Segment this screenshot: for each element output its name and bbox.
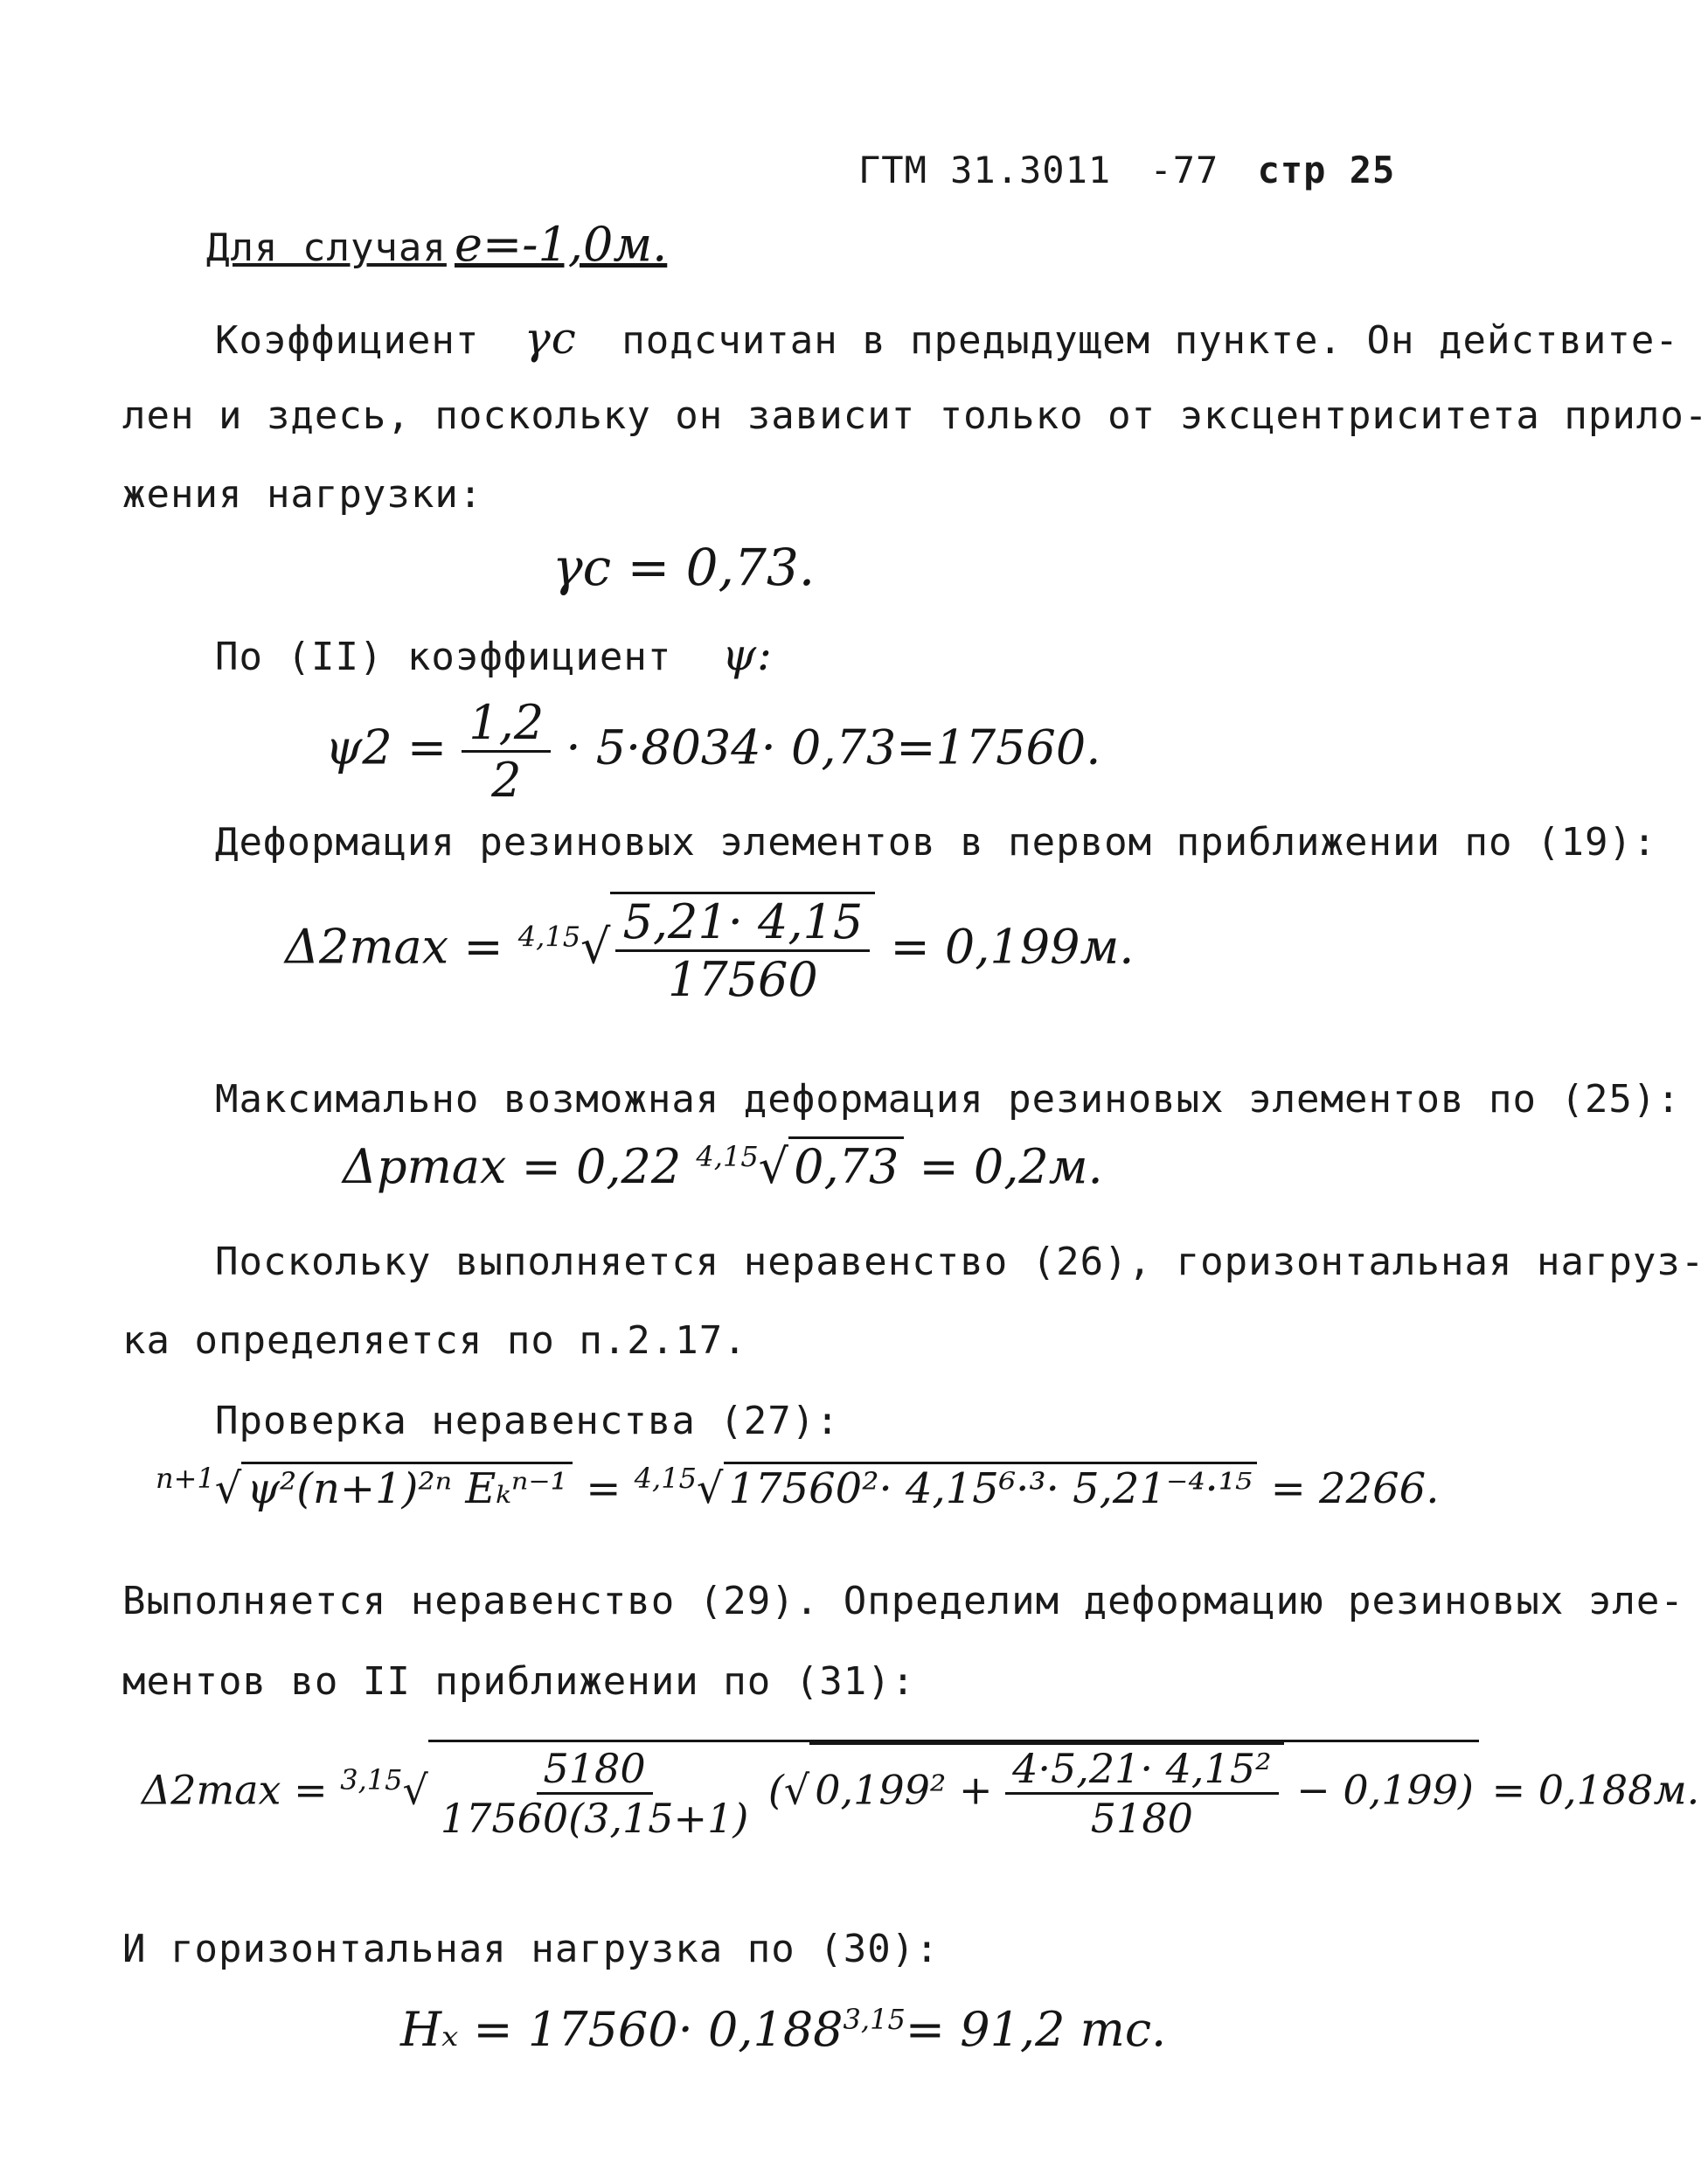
para5-line2: ка определяется по п.2.17. bbox=[122, 1318, 747, 1363]
para6: Проверка неравенства (27): bbox=[215, 1399, 840, 1443]
psi-fraction: $\frac{1,2}{2}$ bbox=[462, 695, 551, 808]
para1-line2: лен и здесь, поскольку он зависит только от эксцентриситета прило- bbox=[122, 393, 1708, 438]
para5-line1: Поскольку выполняется неравенство (26), горизонтальная нагруз- bbox=[215, 1240, 1705, 1284]
para1-line1: Коэффициент γc подсчитан в предыдущем пункте. Он действите- bbox=[215, 313, 1679, 364]
psi-symbol: ψ: bbox=[721, 629, 773, 680]
equation-psi: ψ2 = $\frac{1,2}{2}$ · 5·8034· 0,73=17560. bbox=[325, 695, 1101, 808]
para3: Деформация резиновых элементов в первом приближении по (19): bbox=[215, 820, 1657, 865]
para8: И горизонтальная нагрузка по (30): bbox=[122, 1927, 940, 1971]
radicand: $\frac{5,21\cdot 4,15}{17560}$ bbox=[610, 892, 875, 1007]
equation-gamma: γc = 0,73. bbox=[552, 538, 816, 597]
doc-year: -77 bbox=[1149, 149, 1219, 191]
equation-delta-p: Δpmax = 0,22 $^{4,15}$√ 0,73 = 0,2м. bbox=[343, 1136, 1103, 1194]
equation-horizontal-load: $H_x = 17560\cdot 0,188^{3,15}= 91,2$ тс. bbox=[400, 2002, 1167, 2057]
equation-delta-second: Δ2max = $^{3,15}$√ $\frac{5180}{17560(3,15+1)}$ (√ 0,199² + $\frac{\text{4·5,21· 4,15²}}{5180}$ − 0,199) = 0,188м. bbox=[142, 1740, 1699, 1842]
case-label: Для случая bbox=[206, 226, 447, 270]
para1-line3: жения нагрузки: bbox=[122, 472, 483, 517]
page-label: стр bbox=[1257, 149, 1327, 191]
para4: Максимально возможная деформация резиновых элементов по (25): bbox=[215, 1077, 1681, 1122]
para7-line1: Выполняется неравенство (29). Определим деформацию резиновых эле- bbox=[122, 1579, 1684, 1623]
gamma-symbol: γc bbox=[524, 313, 577, 364]
page-number: 25 bbox=[1349, 149, 1396, 191]
para2: По (II) коэффициент ψ: bbox=[215, 629, 773, 680]
equation-check: $^{n+1}$√ ψ²(n+1)²ⁿ Eₖⁿ⁻¹ = $^{4,15}$√ 17560²· 4,15⁶·³· 5,21⁻⁴·¹⁵ = 2266. bbox=[156, 1462, 1440, 1513]
page-header bbox=[858, 149, 1395, 191]
case-heading bbox=[206, 226, 447, 270]
root-index: 4,15 bbox=[517, 920, 581, 954]
equation-delta-first: Δ2max = $^{4,15}$√ $\frac{5,21\cdot 4,15}{17560}$ = 0,199м. bbox=[285, 892, 1134, 1007]
para7-line2: ментов во II приближении по (31): bbox=[122, 1659, 916, 1704]
doc-code: ГТМ 31.3011 bbox=[858, 149, 1112, 191]
case-value: e=-1,0м. bbox=[455, 217, 668, 272]
